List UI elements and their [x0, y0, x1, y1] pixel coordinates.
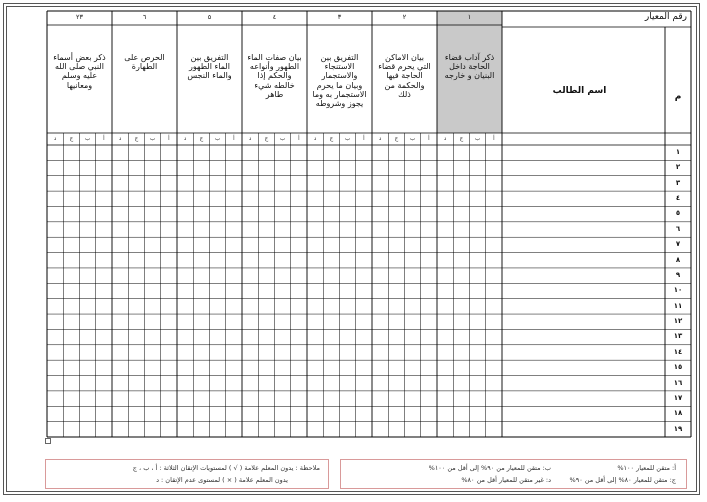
row-number: ١٠ [673, 286, 683, 295]
legend-level-a: أ: متقن للمعيار ١٠٠% [617, 464, 676, 472]
legend-level-c: ج: متقن للمعيار ٨٠% إلى أقل من ٩٠% [569, 476, 676, 484]
row-number: ١٢ [673, 317, 683, 326]
level-letter: أ [493, 136, 495, 142]
level-letter: ب [345, 136, 351, 142]
teacher-note-line2: يدون المعلم علامة ( × ) لمستوى عدم الإتقان : د [156, 476, 288, 484]
teacher-note-line1: ملاحظة : يدون المعلم علامة ( √ ) لمستويات الإتقان الثلاثة : أ ، ب ، ج [132, 464, 320, 472]
level-letter: ب [280, 136, 286, 142]
row-number: ٨ [675, 255, 681, 264]
row-number: ١٨ [673, 409, 683, 418]
legend-level-b: ب: متقن للمعيار من ٩٠% إلى أقل من ١٠٠% [428, 464, 551, 472]
criterion-number: ٢ [402, 13, 407, 21]
level-letter: ج [329, 136, 334, 142]
criterion-number: ١ [467, 13, 472, 21]
row-number: ٥ [675, 209, 681, 218]
level-letter: أ [363, 136, 365, 142]
level-letter: ج [199, 136, 204, 142]
criterion-title: التفريق بين الماء الطهور والماء النجس [187, 53, 232, 81]
level-letter: د [313, 136, 317, 142]
criterion-title: ذكر آداب قضاء الحاجة داخل البنيان و خارجه [444, 53, 495, 81]
row-number: ١٩ [673, 424, 683, 433]
row-number: ١٥ [673, 363, 683, 372]
standard-number-label: رقم المعيار [644, 12, 687, 22]
legend-box-right [340, 459, 687, 489]
row-number: ١ [675, 148, 681, 156]
criterion-title: بيان صفات الماء الطهور وأنواعه والحكم إذا خالطه شيء طاهر [247, 53, 302, 99]
row-number: ١٦ [673, 378, 683, 387]
level-letter: ب [215, 136, 221, 142]
level-letter: ب [150, 136, 156, 142]
level-letter: ب [85, 136, 91, 142]
row-number-label: م [674, 92, 682, 102]
level-letter: د [183, 136, 187, 142]
criterion-title: بيان الاماكن التي يحرم قضاء الحاجة فيها والحكمة من ذلك [378, 53, 431, 99]
level-letter: أ [168, 136, 170, 142]
legend-level-d: د: غير متقن للمعيار أقل من ٨٠% [461, 476, 551, 484]
criterion-title: الحرص على الطهارة [124, 53, 165, 72]
level-letter: د [443, 136, 447, 142]
level-letter: د [378, 136, 382, 142]
level-letter: ج [459, 136, 464, 142]
level-letter: د [53, 136, 57, 142]
level-letter: د [118, 136, 122, 142]
criterion-number: ٣ [337, 13, 342, 21]
level-letter: أ [233, 136, 235, 142]
row-number: ٣ [675, 178, 681, 187]
row-number: ١١ [673, 301, 683, 310]
level-letter: ب [410, 136, 416, 142]
row-number: ٧ [675, 240, 681, 249]
row-number: ١٧ [673, 393, 683, 402]
level-letter: أ [428, 136, 430, 142]
row-number: ١٤ [673, 347, 683, 356]
criterion-number: ٢٣ [76, 13, 83, 21]
criterion-number: ٦ [142, 13, 147, 21]
level-letter: ج [69, 136, 74, 142]
level-letter: ج [264, 136, 269, 142]
criterion-title: ذكر بعض أسماء النبي صلى الله عليه وسلم ومعانيها [53, 53, 106, 90]
criterion-number: ٤ [272, 13, 277, 21]
row-number: ١٣ [673, 332, 683, 341]
row-number: ٢ [675, 163, 681, 172]
criterion-number: ٥ [207, 13, 212, 21]
row-number: ٦ [675, 224, 681, 233]
level-letter: ب [475, 136, 481, 142]
level-letter: ج [394, 136, 399, 142]
legend-box-left [45, 459, 329, 489]
student-name-label: اسم الطالب [552, 86, 607, 96]
level-letter: أ [103, 136, 105, 142]
row-number: ٩ [675, 270, 681, 279]
resize-handle [45, 438, 51, 444]
level-letter: ج [134, 136, 139, 142]
row-number: ٤ [675, 194, 681, 203]
level-letter: أ [298, 136, 300, 142]
criterion-title: التفريق بين الاستنجاء والاستجمار وبيان ما يحرم الاستجمار به وما يجوز وشروطه [312, 53, 367, 108]
level-letter: د [248, 136, 252, 142]
